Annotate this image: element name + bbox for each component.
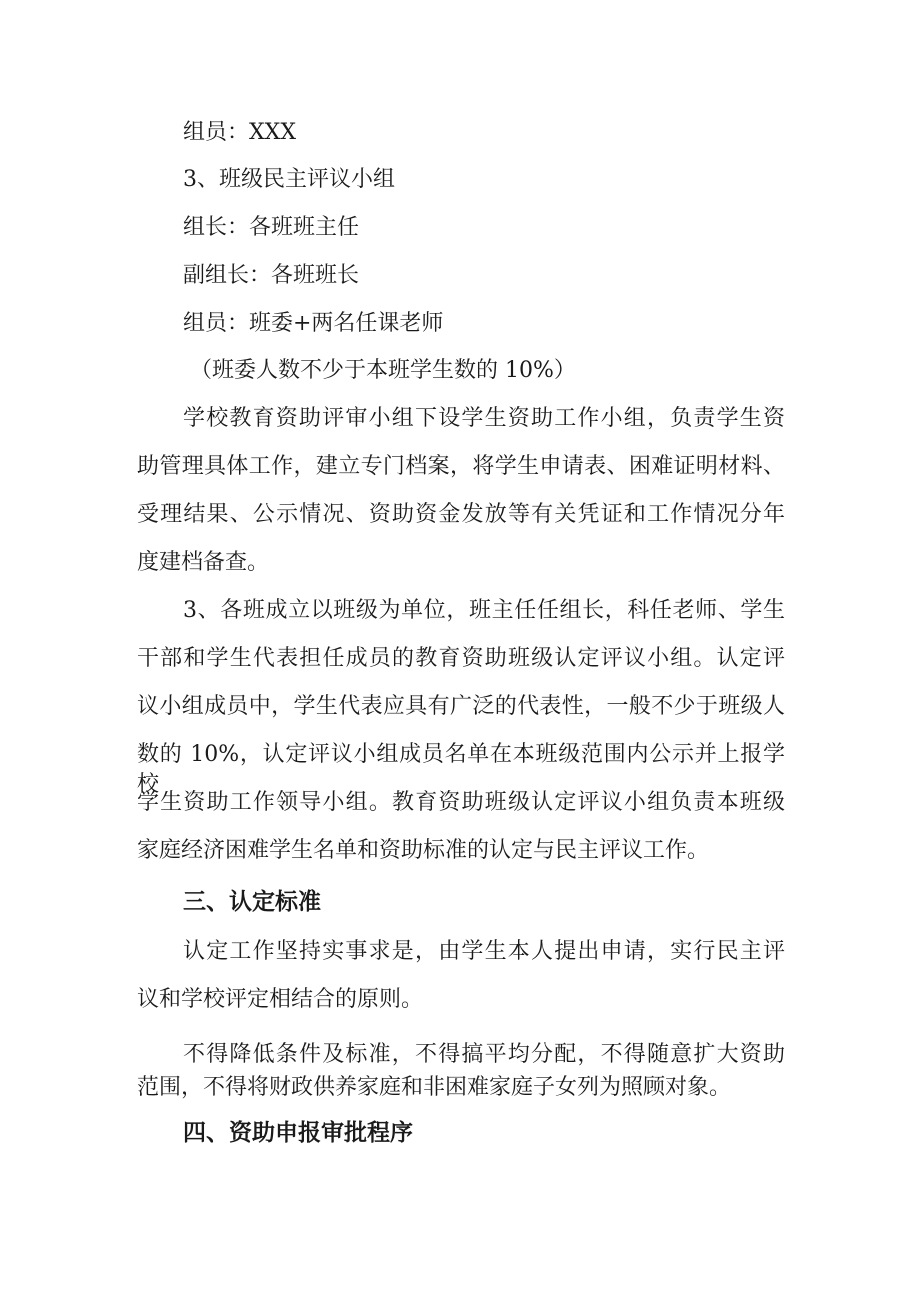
committee-ratio-note: （班委人数不少于本班学生数的 10%） [190, 358, 576, 383]
class-review-group-title: 3、班级民主评议小组 [183, 167, 395, 192]
paragraph-line: 助管理具体工作，建立专门档案，将学生申请表、困难证明材料、 [137, 454, 785, 479]
paragraph-line: 度建档备查。 [137, 550, 270, 575]
paragraph-line: 受理结果、公示情况、资助资金发放等有关凭证和工作情况分年 [137, 502, 785, 527]
paragraph-line: 议小组成员中，学生代表应具有广泛的代表性，一般不少于班级人 [137, 694, 785, 719]
paragraph-line: 认定工作坚持实事求是，由学生本人提出申请，实行民主评 [183, 939, 785, 964]
paragraph-line: 干部和学生代表担任成员的教育资助班级认定评议小组。认定评 [137, 646, 785, 671]
paragraph-line: 不得降低条件及标准，不得搞平均分配，不得随意扩大资助 [183, 1042, 785, 1067]
paragraph-line: 家庭经济困难学生名单和资助标准的认定与民主评议工作。 [137, 838, 710, 863]
paragraph-line: 数的 10%，认定评议小组成员名单在本班级范围内公示并上报学校 [137, 742, 785, 797]
paragraph-line: 议和学校评定相结合的原则。 [137, 987, 424, 1012]
section-heading-application-procedure: 四、资助申报审批程序 [183, 1120, 413, 1146]
paragraph-line: 学校教育资助评审小组下设学生资助工作小组，负责学生资 [183, 406, 785, 431]
member-line: 组员：XXX [183, 120, 296, 145]
group-members-line: 组员：班委+两名任课老师 [183, 311, 444, 336]
deputy-leader-line: 副组长：各班班长 [183, 263, 360, 288]
section-heading-criteria: 三、认定标准 [183, 889, 321, 915]
paragraph-line: 3、各班成立以班级为单位，班主任任组长，科任老师、学生 [183, 598, 785, 623]
paragraph-line: 范围，不得将财政供养家庭和非困难家庭子女列为照顾对象。 [137, 1075, 732, 1100]
group-leader-line: 组长：各班班主任 [183, 215, 360, 240]
paragraph-line: 学生资助工作领导小组。教育资助班级认定评议小组负责本班级 [137, 790, 785, 815]
